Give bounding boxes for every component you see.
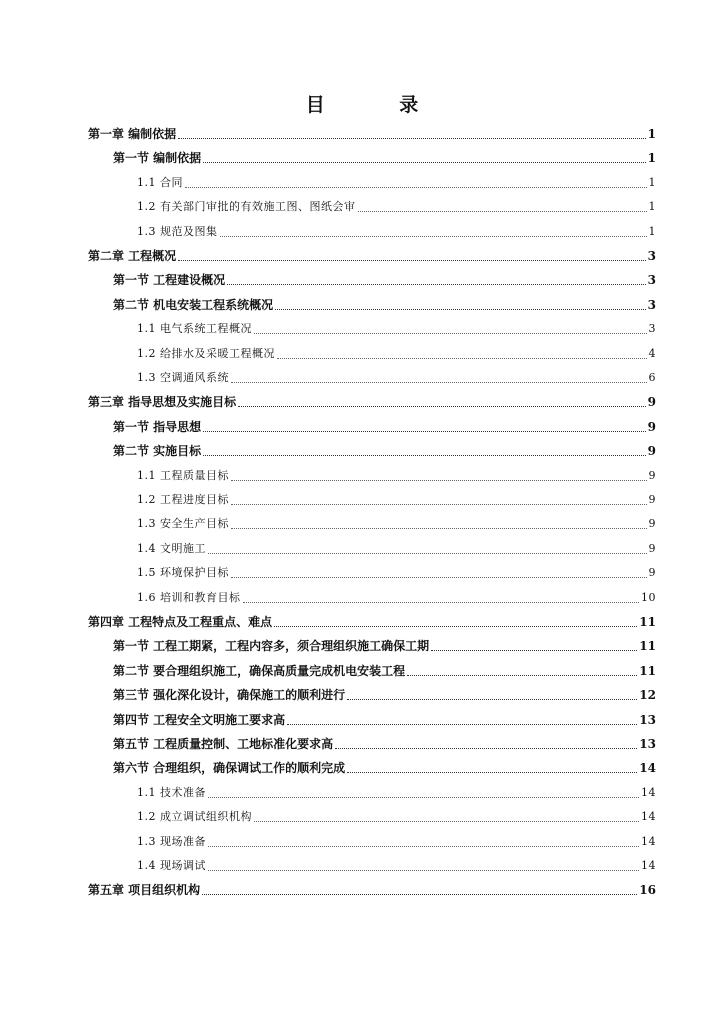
toc-entry-page-number: 9 bbox=[648, 566, 656, 580]
toc-entry[interactable] bbox=[137, 490, 656, 510]
dot-leader bbox=[227, 283, 645, 285]
toc-entry[interactable] bbox=[113, 148, 656, 168]
dot-leader bbox=[220, 235, 647, 237]
toc-entry-page-number: 3 bbox=[647, 297, 656, 312]
toc-entry[interactable] bbox=[113, 661, 656, 681]
toc-entry-label: 第三节 强化深化设计，确保施工的顺利进行 bbox=[113, 688, 346, 703]
toc-entry[interactable] bbox=[137, 173, 656, 193]
toc-entry-label: 第二章 工程概况 bbox=[88, 249, 177, 263]
toc-entry[interactable] bbox=[113, 417, 656, 437]
toc-entry[interactable] bbox=[113, 636, 656, 656]
toc-entry[interactable] bbox=[113, 270, 656, 290]
toc-entry[interactable] bbox=[137, 368, 656, 388]
toc-entry-label: 1.1 合同 bbox=[137, 175, 183, 189]
dot-leader bbox=[277, 357, 647, 359]
toc-entry-label: 第二节 实施目标 bbox=[113, 444, 202, 459]
toc-entry-label: 1.3 安全生产目标 bbox=[137, 517, 229, 531]
toc-entry-label: 第一章 编制依据 bbox=[88, 127, 177, 141]
toc-entry[interactable] bbox=[137, 319, 656, 339]
toc-entry[interactable] bbox=[113, 710, 656, 730]
toc-entry-page-number: 3 bbox=[648, 322, 656, 336]
toc-entry-page-number: 1 bbox=[647, 151, 656, 166]
toc-entry[interactable] bbox=[113, 295, 656, 315]
toc-entry[interactable] bbox=[88, 612, 656, 632]
toc-entry[interactable] bbox=[88, 880, 656, 900]
toc-entry-page-number: 12 bbox=[639, 688, 656, 703]
dot-leader bbox=[203, 454, 645, 456]
dot-leader bbox=[231, 527, 647, 529]
toc-entry[interactable] bbox=[88, 392, 656, 412]
toc-entry-page-number: 14 bbox=[641, 810, 656, 824]
dot-leader bbox=[231, 381, 647, 383]
dot-leader bbox=[208, 552, 647, 554]
toc-entry-label: 1.3 现场准备 bbox=[137, 834, 206, 848]
toc-entry-label: 第二节 要合理组织施工，确保高质量完成机电安装工程 bbox=[113, 663, 406, 678]
toc-entry-label: 1.2 给排水及采暖工程概况 bbox=[137, 346, 275, 360]
toc-entry-label: 1.1 电气系统工程概况 bbox=[137, 322, 252, 336]
toc-entry-page-number: 14 bbox=[641, 785, 656, 799]
dot-leader bbox=[178, 137, 645, 139]
dot-leader bbox=[231, 576, 647, 578]
dot-leader bbox=[203, 430, 645, 432]
toc-entry[interactable] bbox=[137, 807, 656, 827]
dot-leader bbox=[243, 601, 640, 603]
toc-entry-page-number: 1 bbox=[648, 200, 656, 214]
toc-entry[interactable] bbox=[137, 783, 656, 803]
toc-entry[interactable] bbox=[113, 734, 656, 754]
toc-entry-page-number: 11 bbox=[639, 615, 656, 629]
toc-entry-page-number: 14 bbox=[641, 859, 656, 872]
toc-entry[interactable] bbox=[137, 197, 656, 217]
toc-entry-page-number: 9 bbox=[647, 444, 656, 459]
dot-leader bbox=[358, 210, 647, 212]
dot-leader bbox=[254, 820, 639, 822]
dot-leader bbox=[208, 845, 639, 847]
dot-leader bbox=[347, 771, 637, 773]
dot-leader bbox=[202, 893, 637, 895]
dot-leader bbox=[203, 161, 645, 163]
dot-leader bbox=[287, 723, 637, 725]
toc-entry-page-number: 11 bbox=[639, 663, 656, 678]
dot-leader bbox=[407, 674, 637, 676]
toc-entry[interactable] bbox=[137, 466, 656, 486]
toc-entry[interactable] bbox=[137, 588, 656, 608]
toc-entry-label: 1.2 有关部门审批的有效施工图、图纸会审 bbox=[137, 200, 356, 214]
toc-entry-page-number: 11 bbox=[639, 639, 656, 654]
toc-entry-label: 第六节 合理组织，确保调试工作的顺利完成 bbox=[113, 761, 346, 776]
toc-entry-page-number: 13 bbox=[639, 737, 656, 751]
toc-title: 目 录 bbox=[305, 94, 453, 116]
toc-entry-page-number: 16 bbox=[639, 883, 656, 898]
toc-entry-page-number: 9 bbox=[648, 541, 656, 555]
toc-entry-page-number: 1 bbox=[647, 127, 656, 141]
toc-entry-label: 第一节 编制依据 bbox=[113, 151, 202, 166]
toc-entry-label: 1.2 工程进度目标 bbox=[137, 493, 229, 506]
toc-entry-label: 1.2 成立调试组织机构 bbox=[137, 810, 252, 824]
toc-entry[interactable] bbox=[137, 563, 656, 583]
toc-entry[interactable] bbox=[137, 539, 656, 559]
toc-entry-page-number: 1 bbox=[648, 224, 656, 238]
toc-entry-label: 第二节 机电安装工程系统概况 bbox=[113, 297, 274, 312]
toc-entry-page-number: 3 bbox=[647, 273, 656, 288]
dot-leader bbox=[231, 479, 647, 481]
toc-entry[interactable] bbox=[137, 514, 656, 534]
toc-entry-page-number: 1 bbox=[648, 175, 656, 189]
toc-entry-label: 1.1 技术准备 bbox=[137, 785, 206, 799]
dot-leader bbox=[347, 698, 637, 700]
toc-entry-label: 1.5 环境保护目标 bbox=[137, 566, 229, 580]
toc-entry-label: 1.3 规范及图集 bbox=[137, 224, 218, 238]
toc-entry[interactable] bbox=[137, 344, 656, 364]
toc-entry-page-number: 9 bbox=[648, 468, 656, 482]
dot-leader bbox=[208, 796, 639, 798]
toc-entry[interactable] bbox=[113, 758, 656, 778]
toc-entry[interactable] bbox=[88, 124, 656, 144]
toc-entry-label: 第五章 项目组织机构 bbox=[88, 883, 201, 898]
dot-leader bbox=[431, 649, 637, 651]
dot-leader bbox=[274, 625, 637, 627]
toc-entry[interactable] bbox=[137, 832, 656, 852]
toc-entry-label: 1.3 空调通风系统 bbox=[137, 371, 229, 384]
toc-entry-page-number: 3 bbox=[647, 249, 656, 263]
toc-entry-label: 1.6 培训和教育目标 bbox=[137, 590, 241, 604]
toc-entry-page-number: 9 bbox=[648, 517, 656, 531]
dot-leader bbox=[254, 332, 647, 334]
toc-entry-label: 第一节 工程建设概况 bbox=[113, 273, 226, 288]
toc-entry[interactable] bbox=[88, 246, 656, 266]
toc-entry-label: 1.4 现场调试 bbox=[137, 859, 206, 872]
toc-entry-label: 第一节 指导思想 bbox=[113, 419, 202, 434]
toc-entry-page-number: 14 bbox=[641, 834, 656, 848]
toc-entry-label: 第四章 工程特点及工程重点、难点 bbox=[88, 615, 273, 629]
toc-entry-page-number: 13 bbox=[639, 712, 656, 727]
toc-entry-page-number: 9 bbox=[647, 395, 656, 410]
toc-entry-page-number: 6 bbox=[648, 371, 656, 384]
toc-entry[interactable] bbox=[113, 441, 656, 461]
toc-entry-label: 第五节 工程质量控制、工地标准化要求高 bbox=[113, 737, 334, 751]
toc-entry-label: 第四节 工程安全文明施工要求高 bbox=[113, 712, 286, 727]
dot-leader bbox=[185, 186, 647, 188]
dot-leader bbox=[275, 308, 645, 310]
toc-entry-label: 第一节 工程工期紧，工程内容多，须合理组织施工确保工期 bbox=[113, 639, 430, 654]
toc-entry[interactable] bbox=[113, 685, 656, 705]
toc-entry-page-number: 10 bbox=[641, 590, 656, 604]
toc-entry-label: 第三章 指导思想及实施目标 bbox=[88, 395, 237, 410]
dot-leader bbox=[335, 747, 637, 749]
dot-leader bbox=[231, 503, 647, 505]
toc-entry-page-number: 9 bbox=[647, 419, 656, 434]
toc-entry[interactable] bbox=[137, 222, 656, 242]
toc-entry[interactable] bbox=[137, 856, 656, 876]
toc-entry-label: 1.1 工程质量目标 bbox=[137, 468, 229, 482]
toc-entry-page-number: 14 bbox=[639, 761, 656, 776]
toc-entry-page-number: 4 bbox=[648, 346, 656, 360]
dot-leader bbox=[208, 869, 639, 871]
dot-leader bbox=[238, 405, 645, 407]
toc-entry-label: 1.4 文明施工 bbox=[137, 541, 206, 555]
dot-leader bbox=[178, 259, 645, 261]
toc-entry-page-number: 9 bbox=[648, 493, 656, 506]
